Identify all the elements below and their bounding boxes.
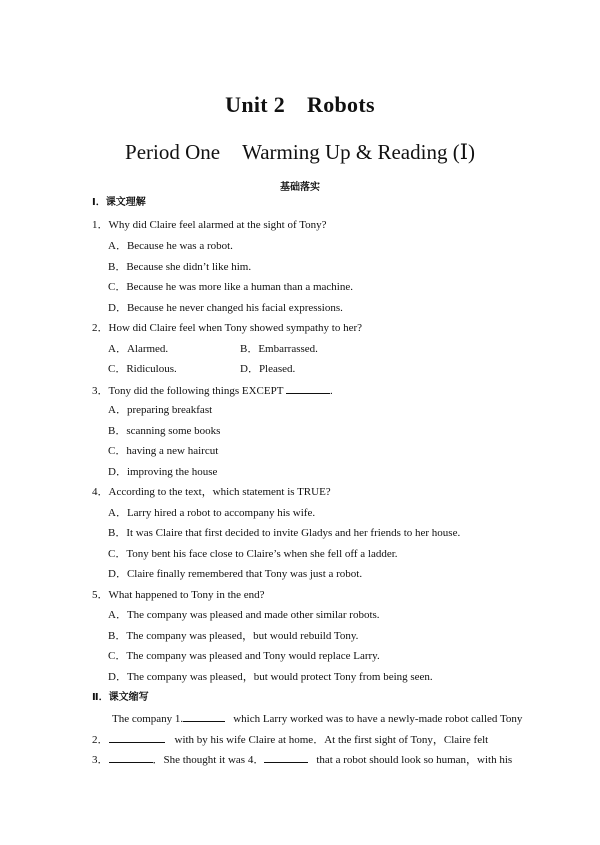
period-title	[0, 140, 600, 165]
question-1-option-a: A．Because he was a robot.	[108, 240, 233, 252]
question-4-option-c: C．Tony bent his face close to Claire’s when she fell off a ladder.	[108, 548, 398, 560]
summary-line-2-text: with by his wife Claire at home．At the first sight of Tony，Claire felt	[174, 734, 489, 746]
summary-line-1-start: The company 1.	[112, 713, 184, 725]
question-4-stem: 4．According to the text，which statement is TRUE?	[92, 486, 331, 498]
question-2-stem: 2．How did Claire feel when Tony showed sympathy to her?	[92, 322, 362, 334]
question-3-option-d: D．improving the house	[108, 466, 218, 478]
question-5-option-c: C．The company was pleased and Tony would replace Larry.	[108, 650, 380, 662]
question-2-option-d: D．Pleased.	[240, 363, 296, 375]
question-2-option-c: C．Ridiculous.	[108, 363, 177, 375]
summary-line-1	[112, 711, 522, 726]
summary-blank-4[interactable]	[264, 752, 308, 763]
question-5-stem: 5．What happened to Tony in the end?	[92, 589, 265, 601]
unit-title	[0, 92, 600, 118]
summary-line-1-end: which Larry worked was to have a newly-made robot called Tony	[233, 713, 523, 725]
unit-topic: Robots	[307, 92, 375, 117]
period-label: Period One	[125, 140, 221, 164]
lesson-label: Warming Up & Reading (Ⅰ)	[242, 140, 475, 164]
question-5-option-b: B．The company was pleased，but would rebuild Tony.	[108, 630, 359, 642]
summary-line-3-end: that a robot should look so human，with his	[316, 754, 513, 766]
summary-line-2	[92, 732, 488, 747]
part2-heading: Ⅱ．课文缩写	[92, 692, 149, 703]
part1-heading: Ⅰ．课文理解	[92, 197, 146, 208]
question-5-option-a: A．The company was pleased and made other similar robots.	[108, 609, 380, 621]
question-3-stem-text: 3．Tony did the following things EXCEPT	[92, 385, 284, 397]
summary-blank-2[interactable]	[109, 732, 165, 743]
summary-line-2-number: 2．	[92, 734, 109, 746]
section-basic-heading: 基础落实	[280, 182, 320, 193]
question-4-option-a: A．Larry hired a robot to accompany his wife.	[108, 507, 316, 519]
question-1-option-b: B．Because she didn’t like him.	[108, 261, 252, 273]
question-4-option-b: B．It was Claire that first decided to invite Gladys and her friends to her house.	[108, 527, 461, 539]
question-5-option-d: D．The company was pleased，but would protect Tony from being seen.	[108, 671, 433, 683]
question-1-option-c: C．Because he was more like a human than a machine.	[108, 281, 353, 293]
question-3-option-b: B．scanning some books	[108, 425, 221, 437]
question-3-stem-end: .	[329, 385, 333, 397]
answer-blank[interactable]	[286, 383, 330, 394]
summary-line-3-text: ．She thought it was 4．	[152, 754, 265, 766]
summary-line-3-number: 3．	[92, 754, 109, 766]
unit-number: Unit 2	[225, 92, 286, 117]
summary-line-3	[92, 752, 512, 767]
summary-blank-1[interactable]	[183, 711, 225, 722]
question-2-option-a: A．Alarmed.	[108, 343, 169, 355]
question-4-option-d: D．Claire finally remembered that Tony was just a robot.	[108, 568, 363, 580]
question-3-option-a: A．preparing breakfast	[108, 404, 213, 416]
question-1-stem: 1．Why did Claire feel alarmed at the sight of Tony?	[92, 219, 327, 231]
question-3-stem	[92, 383, 333, 398]
question-2-option-b: B．Embarrassed.	[240, 343, 318, 355]
question-1-option-d: D．Because he never changed his facial expressions.	[108, 302, 343, 314]
summary-blank-3[interactable]	[109, 752, 153, 763]
question-3-option-c: C．having a new haircut	[108, 445, 219, 457]
